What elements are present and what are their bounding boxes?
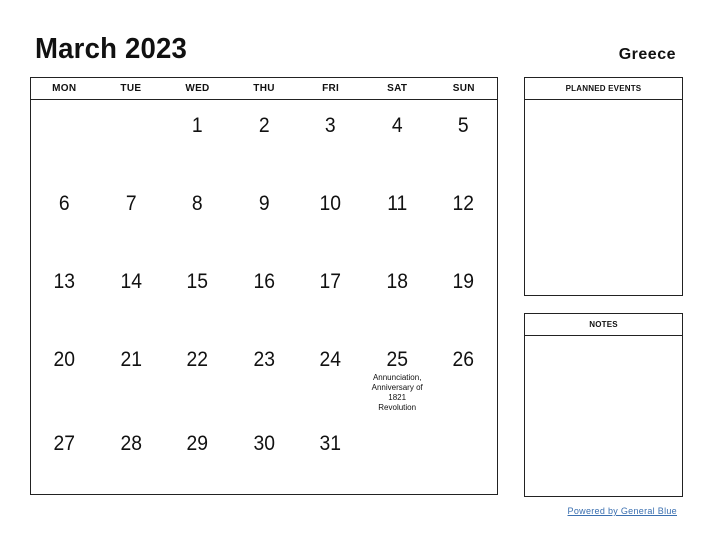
- day-cell: [98, 178, 165, 256]
- week-row: [31, 100, 497, 178]
- day-number: 21: [120, 348, 142, 371]
- day-cell: [164, 178, 231, 256]
- calendar-grid: [30, 77, 498, 495]
- day-number: 19: [453, 270, 475, 293]
- day-number: 16: [253, 270, 275, 293]
- day-number: 2: [258, 114, 270, 137]
- day-cell: [164, 256, 231, 334]
- planned-events-panel: [524, 77, 683, 296]
- day-cell: [430, 178, 497, 256]
- day-cell: [98, 418, 165, 496]
- day-number: 15: [186, 270, 209, 293]
- week-row: [31, 334, 497, 418]
- day-cell: [231, 418, 298, 496]
- page-title: March 2023: [35, 33, 187, 65]
- day-cell: [297, 334, 364, 418]
- day-number: 29: [186, 432, 209, 455]
- weekday-sat: SAT: [387, 83, 408, 94]
- day-cell: [98, 334, 165, 418]
- weekday-fri: FRI: [322, 83, 340, 94]
- day-number: 20: [53, 348, 76, 371]
- day-cell: [164, 418, 231, 496]
- day-number: 24: [319, 348, 342, 371]
- day-number: 11: [387, 192, 408, 215]
- day-cell: [297, 178, 364, 256]
- day-cell: [430, 334, 497, 418]
- day-number: 10: [319, 192, 342, 215]
- weekday-thu: THU: [253, 83, 275, 94]
- day-number: 25: [386, 348, 408, 371]
- day-cell: [31, 178, 98, 256]
- day-number: 8: [192, 192, 203, 215]
- day-cell: [364, 178, 431, 256]
- day-number: [433, 418, 494, 432]
- day-cell: [231, 334, 298, 418]
- day-number: 22: [186, 348, 209, 371]
- day-cell: [98, 100, 165, 178]
- day-cell: [297, 100, 364, 178]
- planned-events-heading: PLANNED EVENTS: [525, 78, 682, 100]
- day-number: 14: [120, 270, 142, 293]
- day-cell: [364, 256, 431, 334]
- day-cell: [231, 178, 298, 256]
- weekday-wed: WED: [185, 83, 210, 94]
- day-cell: [31, 334, 98, 418]
- holiday-label: Annunciation, Anniversary of 1821 Revolution: [371, 373, 423, 412]
- day-cell: [164, 334, 231, 418]
- day-number: 18: [386, 270, 408, 293]
- day-number: [100, 100, 161, 114]
- day-cell: [98, 256, 165, 334]
- day-number: 17: [319, 270, 342, 293]
- day-cell: [297, 418, 364, 496]
- day-number: 23: [253, 348, 275, 371]
- day-number: 6: [58, 192, 70, 215]
- day-number: 28: [120, 432, 142, 455]
- day-number: 30: [253, 432, 275, 455]
- day-cell: [364, 334, 431, 418]
- country-label: Greece: [618, 46, 676, 63]
- day-number: [34, 100, 95, 114]
- weekday-sun: SUN: [452, 83, 475, 94]
- day-cell: [231, 256, 298, 334]
- powered-by-link[interactable]: Powered by General Blue: [567, 506, 677, 516]
- notes-heading: NOTES: [525, 314, 682, 336]
- day-cell: [430, 100, 497, 178]
- week-row: [31, 256, 497, 334]
- calendar-weeks: [31, 100, 497, 494]
- weekday-header: [31, 78, 497, 100]
- day-cell: [297, 256, 364, 334]
- day-number: [367, 418, 428, 432]
- day-cell: [364, 100, 431, 178]
- day-cell: [430, 418, 497, 496]
- weekday-mon: MON: [52, 83, 77, 94]
- day-number: 27: [53, 432, 76, 455]
- day-number: 7: [125, 192, 137, 215]
- day-number: 4: [391, 114, 403, 137]
- day-cell: [430, 256, 497, 334]
- day-number: 1: [192, 114, 203, 137]
- notes-panel: [524, 313, 683, 497]
- week-row: [31, 178, 497, 256]
- day-number: 31: [319, 432, 342, 455]
- day-cell: [31, 418, 98, 496]
- day-number: 12: [453, 192, 475, 215]
- day-cell: [364, 418, 431, 496]
- day-number: 5: [458, 114, 470, 137]
- day-cell: [231, 100, 298, 178]
- day-cell: [31, 100, 98, 178]
- weekday-tue: TUE: [120, 83, 142, 94]
- day-cell: [31, 256, 98, 334]
- day-number: 3: [325, 114, 336, 137]
- day-number: 9: [258, 192, 270, 215]
- day-cell: [164, 100, 231, 178]
- day-number: 26: [453, 348, 475, 371]
- week-row: [31, 418, 497, 496]
- day-number: 13: [53, 270, 76, 293]
